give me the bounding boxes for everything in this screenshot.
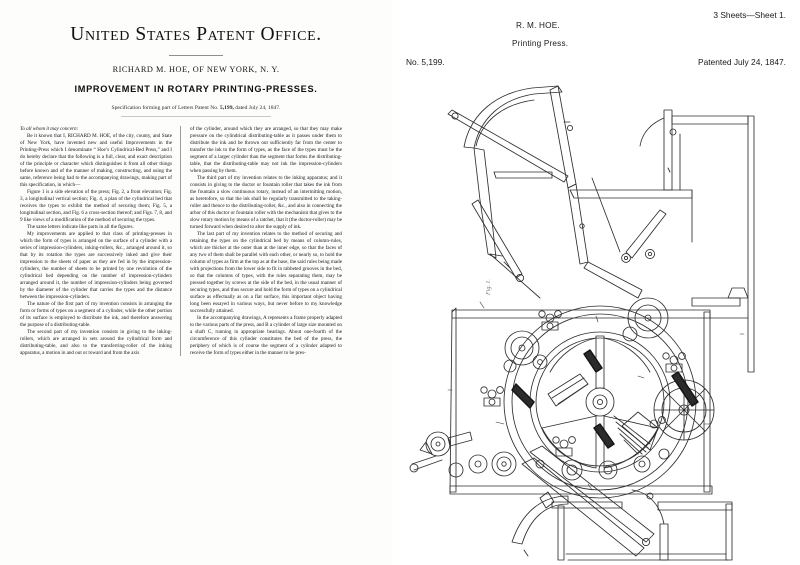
spec-number: 5,199,: [219, 105, 234, 111]
hairline-rule: [121, 116, 271, 117]
specification-line: [20, 105, 372, 111]
paragraph: The last part of my invention relates to the method of securing and retaining the types on the cylindrical bed by means of column-rules, which are thicker at the outer than at the inner edge, so that the faces of any two of them shall be parallel with each other, or nearly so, to hold the column of types as firm at the top as at the base, the said rules being made with projections from the lower side to fit in rabbeted grooves in the bed, so that the columns of types, with the rules separating them, may be pressed together by screws at the side of the bed, in the usual manner of securing types, and thus secure and hold the form of types on a cylindrical surface as effectually as on a flat surface, this important object having long been essayed in various ways, but never before to my knowledge successfully attained.: [190, 230, 342, 314]
invention-title: IMPROVEMENT IN ROTARY PRINTING-PRESSES.: [74, 84, 318, 94]
column-right: [180, 126, 342, 356]
inventor-line: RICHARD M. HOE, OF NEW YORK, N. Y.: [112, 65, 280, 74]
drawing-inventor-label: R. M. HOE.: [516, 21, 560, 30]
figure-1-label: Fig. 1.: [486, 279, 492, 295]
paragraph: The third part of my invention relates to the inking apparatus; and it consists in giving to the ductor or fountain roller that takes the ink from the fountain a slow continuous rotary, instead of an intermitting motion, as heretofore, so that the ink shall be regularly transmitted to the taking-roller and thence to the distributing-roller, &c., and also in connecting the arbor of this ductor or fountain roller with the mechanism that gives to the slow rotary motion by means of a ratchet, that it (the ductor-roller) may be turned forward when desired to alter the supply of ink.: [190, 174, 342, 230]
specification-page: [0, 0, 392, 565]
drawing-header: [392, 0, 800, 80]
base-frame: [512, 446, 732, 560]
feed-board-assembly: [448, 86, 588, 264]
paragraph: The second part of my invention consists in giving to the inking-rollers, which are arranged in sets around the cylindrical form and distributing-table, and also to the transferring-roller of the inking apparatus, a motion in and out or toward and from the axis: [20, 328, 172, 356]
impression-cylinders: [449, 298, 714, 480]
drawing-sheet: [392, 0, 800, 565]
paragraph: My improvements are applied to that class of printing-presses in which the form of types is arranged on the surface of a cylinder with a series of impression-cylinders, inking-rollers, &c., arranged around it, so that by its rotation the types are successively inked and give their impression to the sheets of paper as they are fed in by the impression-cylinders, the number of sheets to be printed by one revolution of the cylindrical bed depending on the number of impression-cylinders arranged around it, the number of impression-cylinders being governed by the diameter of the cylinder that carries the types and the distance between the impression-cylinders.: [20, 230, 172, 300]
paragraph: The nature of the first part of my invention consists in arranging the form or forms of types on a segment of a cylinder, while the other portion of its surface is employed to distribute the ink, and therefore answering the purpose of a distributing-table.: [20, 300, 172, 328]
drawing-subject-label: Printing Press.: [512, 39, 569, 48]
column-left: [20, 126, 180, 356]
spec-suffix: dated July 24, 1847.: [233, 105, 281, 111]
page-title: United States Patent Office.: [70, 24, 322, 45]
printing-press-drawing: [392, 72, 800, 562]
paragraph: The same letters indicate like parts in all the figures.: [27, 223, 134, 230]
sheet-count-label: 3 Sheets—Sheet 1.: [713, 10, 786, 20]
spec-prefix: Specification forming part of Letters Patent No.: [111, 105, 220, 111]
paragraph: Figure 1 is a side elevation of the press; Fig. 2, a front elevation; Fig. 3, a longitudinal vertical section; Fig. 4, a plan of the cylindrical bed that receives the types to exhibit the method of securing them; Fig. 5, a longitudinal section, and Fig. 6 a cross-section thereof; and Figs. 7, 8, and 9 like views of a modification of the method of securing the types.: [20, 188, 172, 223]
paragraph: To all whom it may concern:: [20, 126, 79, 132]
ornament-rule: [169, 55, 223, 56]
ink-fountain: [410, 432, 472, 472]
patent-number-label: No. 5,199.: [406, 57, 445, 67]
paragraph: In the accompanying drawings, A represents a frame properly adapted to the various parts of the press, and B a cylinder of large size mounted on a shaft C, running in appropriate bearings. About one-fourth of the circumference of this cylinder constitutes the bed of the press, the periphery of which is of course the segment of a cylinder adapted to receive the form of types either in the manner to be pres-: [190, 314, 342, 356]
paragraph: Be it known that I, RICHARD M. HOE, of the city, county, and State of New York, have invented new and useful Improvements in the Printing-Press which I denominate “ Hoe’s Cylindrical-Bed Press,” and I do hereby declare that the following is a full, clear, and exact description of the principle or character which distinguishes it from all other things before known and of the manner of making, constructing, and using the same, reference being had to the accompanying drawings, making part of this specification, in which—: [20, 132, 172, 188]
paragraph: of the cylinder, around which they are arranged, so that they may make pressure on the cylindrical distributing-table as it passes under them to distribute the ink and be thrown out sufficiently far from the center to transfer the ink to the form of types, as the face of the types must be the segment of a larger cylinder than the segment that forms the distributing-table, that the distributing-table may not ink the impression-cylinders when passing by them.: [190, 126, 342, 174]
patent-date-label: Patented July 24, 1847.: [697, 57, 786, 67]
text-columns: [20, 126, 372, 356]
